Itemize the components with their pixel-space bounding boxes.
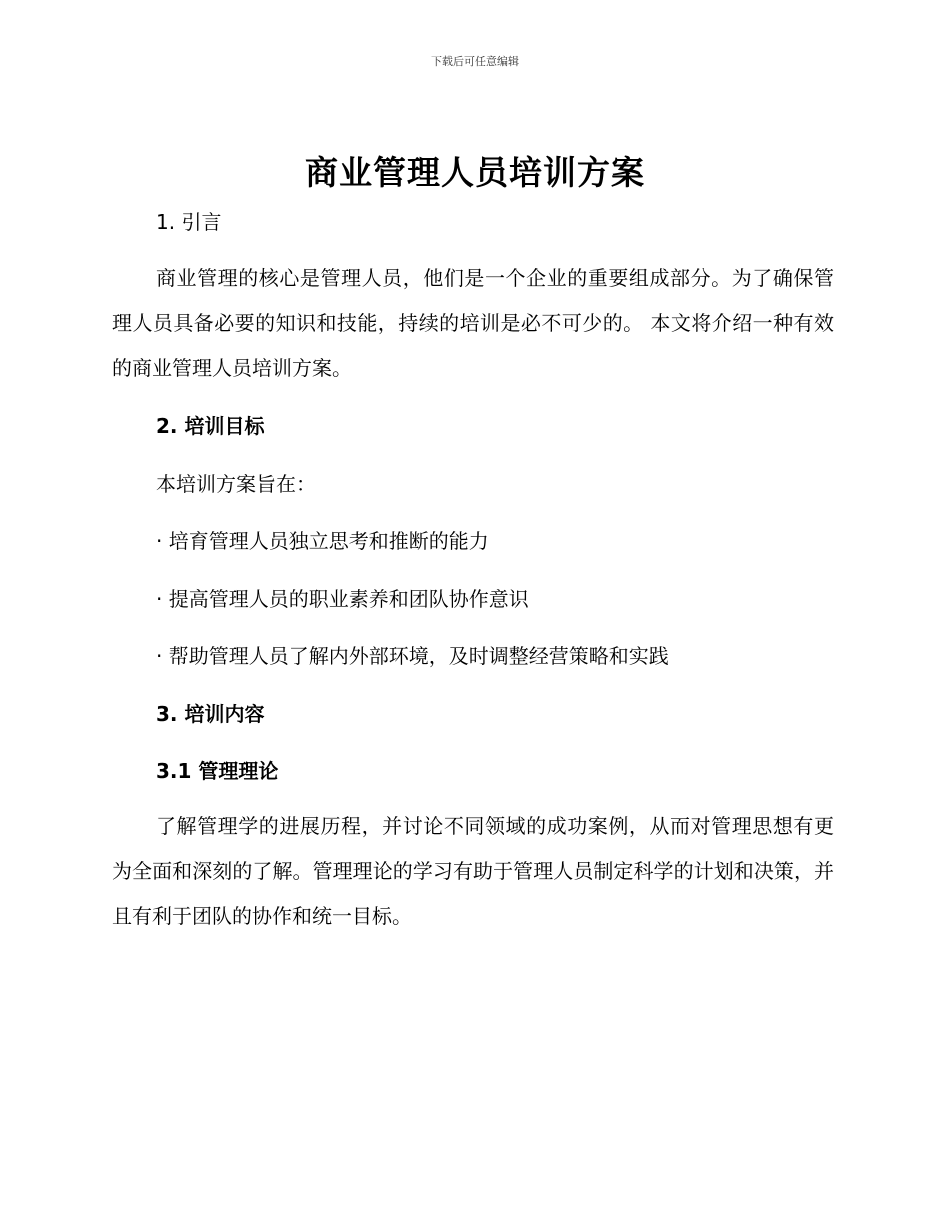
subsection-heading-management-theory: 3.1 管理理论 xyxy=(156,759,279,783)
section-heading-training-goals: 2. 培训目标 xyxy=(156,414,265,438)
goal-list-item: · 提高管理人员的职业素养和团队协作意识 xyxy=(156,587,529,611)
goal-list-item: · 帮助管理人员了解内外部环境，及时调整经营策略和实践 xyxy=(156,644,669,668)
section-heading-training-content: 3. 培训内容 xyxy=(156,702,265,726)
goal-list-item: · 培育管理人员独立思考和推断的能力 xyxy=(156,529,489,553)
header-note: 下载后可任意编辑 xyxy=(431,55,519,68)
page-title: 商业管理人员培训方案 xyxy=(305,153,645,192)
section-heading-introduction: 1. 引言 xyxy=(156,210,222,234)
introduction-paragraph: 商业管理的核心是管理人员，他们是一个企业的重要组成部分。为了确保管理人员具备必要的知识和技能，持续的培训是必不可少的。 本文将介绍一种有效的商业管理人员培训方案。 xyxy=(112,266,834,380)
management-theory-paragraph: 了解管理学的进展历程，并讨论不同领域的成功案例，从而对管理思想有更为全面和深刻的了解。管理理论的学习有助于管理人员制定科学的计划和决策，并且有利于团队的协作和统一目标。 xyxy=(112,814,834,928)
training-goals-intro: 本培训方案旨在： xyxy=(156,472,316,496)
